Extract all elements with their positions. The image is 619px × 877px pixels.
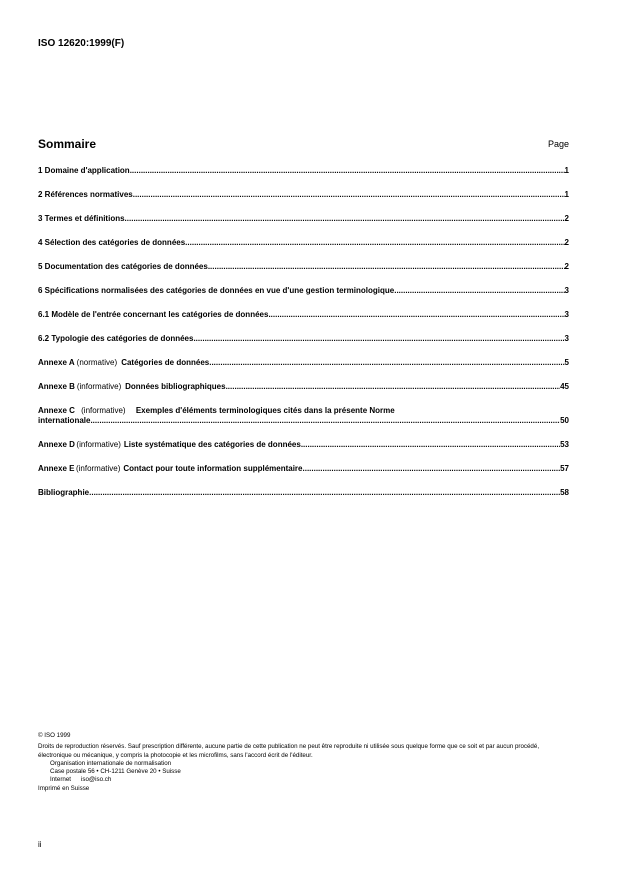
toc-entry-6[interactable] <box>38 286 569 296</box>
dot-leader <box>193 334 564 344</box>
page-number: ii <box>38 840 42 849</box>
toc-annex-e[interactable] <box>38 464 569 474</box>
annex-title: Liste systématique des catégories de données <box>123 440 301 449</box>
toc-entry-page: 58 <box>560 488 569 497</box>
toc-entry-page: 53 <box>560 440 570 449</box>
annex-prefix: Annexe C <box>38 406 75 415</box>
toc-entry-page: 1 <box>564 190 569 199</box>
postal-address: Case postale 56 • CH-1211 Genève 20 • Suisse <box>50 768 181 776</box>
annex-title: Contact pour toute information supplémentaire <box>123 464 303 473</box>
dot-leader <box>89 488 560 498</box>
toc-page-column-label: Page <box>547 139 569 149</box>
annex-type: (informative) <box>76 382 122 391</box>
toc-entry-page: 3 <box>564 286 569 295</box>
toc-entry-page: 45 <box>560 382 569 391</box>
toc-entry-3[interactable] <box>38 214 569 224</box>
annex-prefix: Annexe E <box>38 464 75 473</box>
dot-leader <box>130 166 565 176</box>
annex-title: Catégories de données <box>121 358 210 367</box>
annex-prefix: Annexe A <box>38 358 75 367</box>
toc-entry-page: 5 <box>564 358 569 367</box>
dot-leader <box>125 214 565 224</box>
annex-type: (informative) <box>76 440 121 449</box>
toc-annex-d[interactable] <box>38 440 569 450</box>
toc-entry-label: 5 Documentation des catégories de données <box>38 262 208 271</box>
toc-annex-b[interactable] <box>38 382 569 392</box>
toc-entry-label: 4 Sélection des catégories de données <box>38 238 186 247</box>
toc-entry-label: 1 Domaine d'application <box>38 166 130 175</box>
toc-entry-page: 2 <box>564 262 569 271</box>
toc-bibliography[interactable] <box>38 488 569 498</box>
toc-entry-page: 3 <box>564 310 569 319</box>
toc-entry-6-1[interactable] <box>38 310 569 320</box>
annex-type: (normative) <box>76 358 118 367</box>
dot-leader <box>301 440 560 450</box>
toc-annex-c[interactable] <box>38 406 569 426</box>
email-link[interactable]: iso@iso.ch <box>80 776 112 784</box>
annex-type: (informative) <box>81 406 126 415</box>
toc-entry-label: Bibliographie <box>38 488 90 497</box>
standard-identifier: ISO 12620:1999(F) <box>38 38 125 49</box>
dot-leader <box>268 310 564 320</box>
annex-second-line <box>38 416 569 426</box>
dot-leader <box>209 358 564 368</box>
printed-location: Imprimé en Suisse <box>38 784 90 792</box>
toc-entry-label: 2 Références normatives <box>38 190 133 199</box>
annex-type: (informative) <box>75 464 121 473</box>
toc-entry-label: 6 Spécifications normalisées des catégories de données en vue d'une gestion terminologique <box>38 286 395 295</box>
toc-entry-5[interactable] <box>38 262 569 272</box>
organisation-name: Organisation internationale de normalisation <box>50 759 172 767</box>
dot-leader <box>133 190 565 200</box>
internet-contact <box>38 776 573 784</box>
toc-entry-6-2[interactable] <box>38 334 569 344</box>
table-of-contents <box>38 166 569 512</box>
internet-label: Internet <box>50 776 71 784</box>
toc-entry-2[interactable] <box>38 190 569 200</box>
annex-prefix: Annexe B <box>38 382 75 391</box>
annex-title: Exemples d'éléments terminologiques cités dans la présente Norme <box>135 406 395 415</box>
dot-leader <box>90 416 560 426</box>
annex-title: Données bibliographiques <box>125 382 226 391</box>
dot-leader <box>185 238 564 248</box>
toc-entry-page: 2 <box>564 238 569 247</box>
copyright-notice: © ISO 1999 <box>38 732 71 739</box>
dot-leader <box>394 286 564 296</box>
toc-entry-1[interactable] <box>38 166 569 176</box>
dot-leader <box>303 464 561 474</box>
toc-entry-4[interactable] <box>38 238 569 248</box>
toc-entry-page: 50 <box>560 416 569 425</box>
toc-entry-page: 3 <box>564 334 569 343</box>
toc-entry-page: 57 <box>560 464 569 473</box>
toc-heading: Sommaire <box>38 137 97 151</box>
copyright-footer <box>38 732 573 793</box>
rights-statement: Droits de reproduction réservés. Sauf prescription différente, aucune partie de cette publication ne peut être reproduite ni utilisée sous quelque forme que ce soit et par aucun procédé, électronique ou mécanique, y compris la photocopie et les microfilms, sans l'accord écrit de l'éditeur. <box>38 743 540 759</box>
dot-leader <box>208 262 565 272</box>
toc-annex-a[interactable] <box>38 358 569 368</box>
toc-entry-label: 3 Termes et définitions <box>38 214 125 223</box>
toc-entry-page: 2 <box>564 214 569 223</box>
annex-prefix: Annexe D <box>38 440 75 449</box>
annex-title-continued: internationale <box>38 416 91 425</box>
dot-leader <box>226 382 561 392</box>
toc-entry-label: 6.1 Modèle de l'entrée concernant les catégories de données <box>38 310 269 319</box>
toc-entry-label: 6.2 Typologie des catégories de données <box>38 334 194 343</box>
toc-entry-page: 1 <box>564 166 569 175</box>
annex-first-line <box>38 406 569 416</box>
